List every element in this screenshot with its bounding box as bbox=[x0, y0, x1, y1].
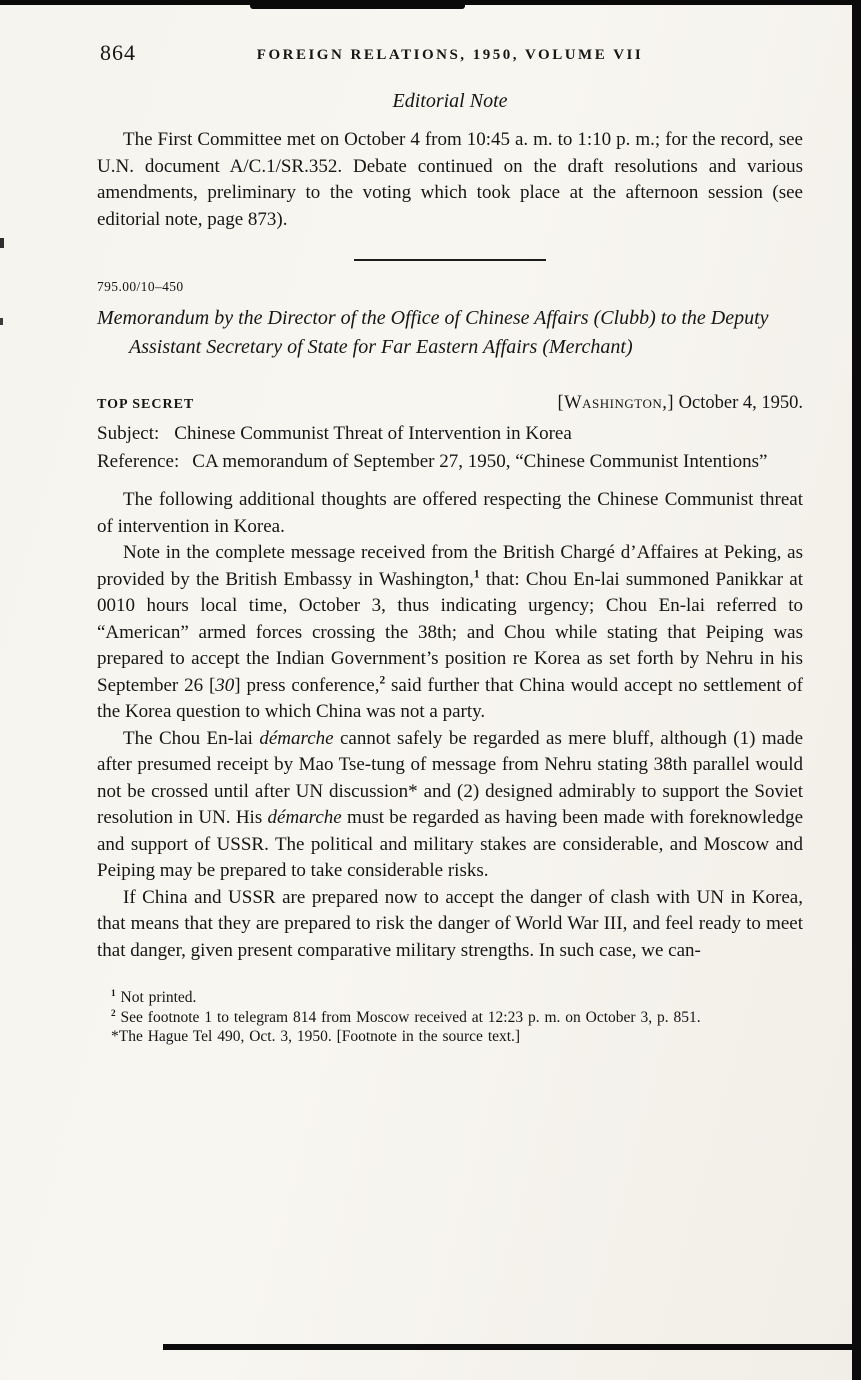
scan-mark bbox=[0, 238, 4, 248]
memo-paragraph: Note in the complete message received from the British Chargé d’Affaires at Peking, as provided by the British Embassy in Washington,$^1$ that: Chou En-lai summoned Panikkar at 0010 hours local time, October 3, thus indicating urgency; Chou En-lai referred to “American” armed forces crossing the 38th; and Chou while stating that Peiping was prepared to accept the Indian Government’s position re Korea as set forth by Nehru in his September 26 [30] press conference,$^2$ said further that China would accept no settlement of the Korea question to which China was not a party. bbox=[97, 542, 803, 722]
memo-paragraph: The following additional thoughts are offered respecting the Chinese Communist threat of intervention in Korea. bbox=[97, 489, 803, 537]
page-number: 864 bbox=[100, 40, 136, 65]
subject-text: Chinese Communist Threat of Intervention in Korea bbox=[174, 423, 572, 444]
page-content bbox=[97, 0, 803, 1047]
memo-dateline-row bbox=[97, 393, 803, 414]
scan-mark bbox=[0, 318, 3, 325]
editorial-note-title: Editorial Note bbox=[392, 90, 508, 112]
running-header: FOREIGN RELATIONS, 1950, VOLUME VII bbox=[256, 47, 644, 63]
subject-label: Subject: bbox=[97, 423, 160, 444]
dateline-date: October 4, 1950. bbox=[674, 393, 803, 413]
subject-line bbox=[97, 421, 803, 448]
reference-label: Reference: bbox=[97, 450, 180, 472]
classification-stamp: TOP SECRET bbox=[97, 397, 195, 412]
reference-text: CA memorandum of September 27, 1950, “Chinese Communist Intentions” bbox=[192, 450, 768, 472]
section-divider bbox=[354, 259, 546, 261]
footnotes bbox=[97, 988, 803, 1047]
footnote: $^2$ See footnote 1 to telegram 814 from Moscow received at 12:23 p. m. on October 3, p. 851. bbox=[111, 1008, 701, 1026]
memo-paragraph: The Chou En-lai démarche cannot safely be regarded as mere bluff, although (1) made after presumed receipt by Mao Tse-tung of message from Nehru stating 38th parallel would not be crossed until after UN discussion* and (2) designed admirably to support the Soviet resolution in UN. His démarche must be regarded as having been made with foreknowledge and support of USSR. The political and military stakes are considerable, and Moscow and Peiping may be prepared to take considerable risks. bbox=[97, 727, 804, 881]
footnote: $^1$ Not printed. bbox=[111, 988, 197, 1006]
dateline-place: [Washington,] bbox=[557, 393, 675, 413]
reference-line bbox=[97, 449, 803, 476]
scan-edge-bottom bbox=[163, 1344, 861, 1350]
editorial-note-body: The First Committee met on October 4 from 10:45 a. m. to 1:10 p. m.; for the record, see U.N. document A/C.1/SR.352. Debate continued on the draft resolutions and various amendments, preliminary to the voting which took place at the afternoon session (see editorial note, page 873). bbox=[97, 129, 803, 230]
document-number: 795.00/10–450 bbox=[97, 279, 184, 294]
memo-paragraph: If China and USSR are prepared now to accept the danger of clash with UN in Korea, that means that they are prepared to risk the danger of World War III, and feel ready to meet that danger, given present comparative military strengths. In such case, we can- bbox=[97, 886, 803, 961]
dateline bbox=[558, 393, 803, 414]
scan-edge-right bbox=[852, 0, 861, 1380]
memo-heading: Memorandum by the Director of the Office of Chinese Affairs (Clubb) to the Deputy Assistant Secretary of State for Far Eastern Affairs (Merchant) bbox=[97, 307, 769, 358]
page-header bbox=[97, 42, 803, 70]
footnote: *The Hague Tel 490, Oct. 3, 1950. [Footnote in the source text.] bbox=[111, 1028, 521, 1045]
memo-body bbox=[97, 487, 803, 964]
